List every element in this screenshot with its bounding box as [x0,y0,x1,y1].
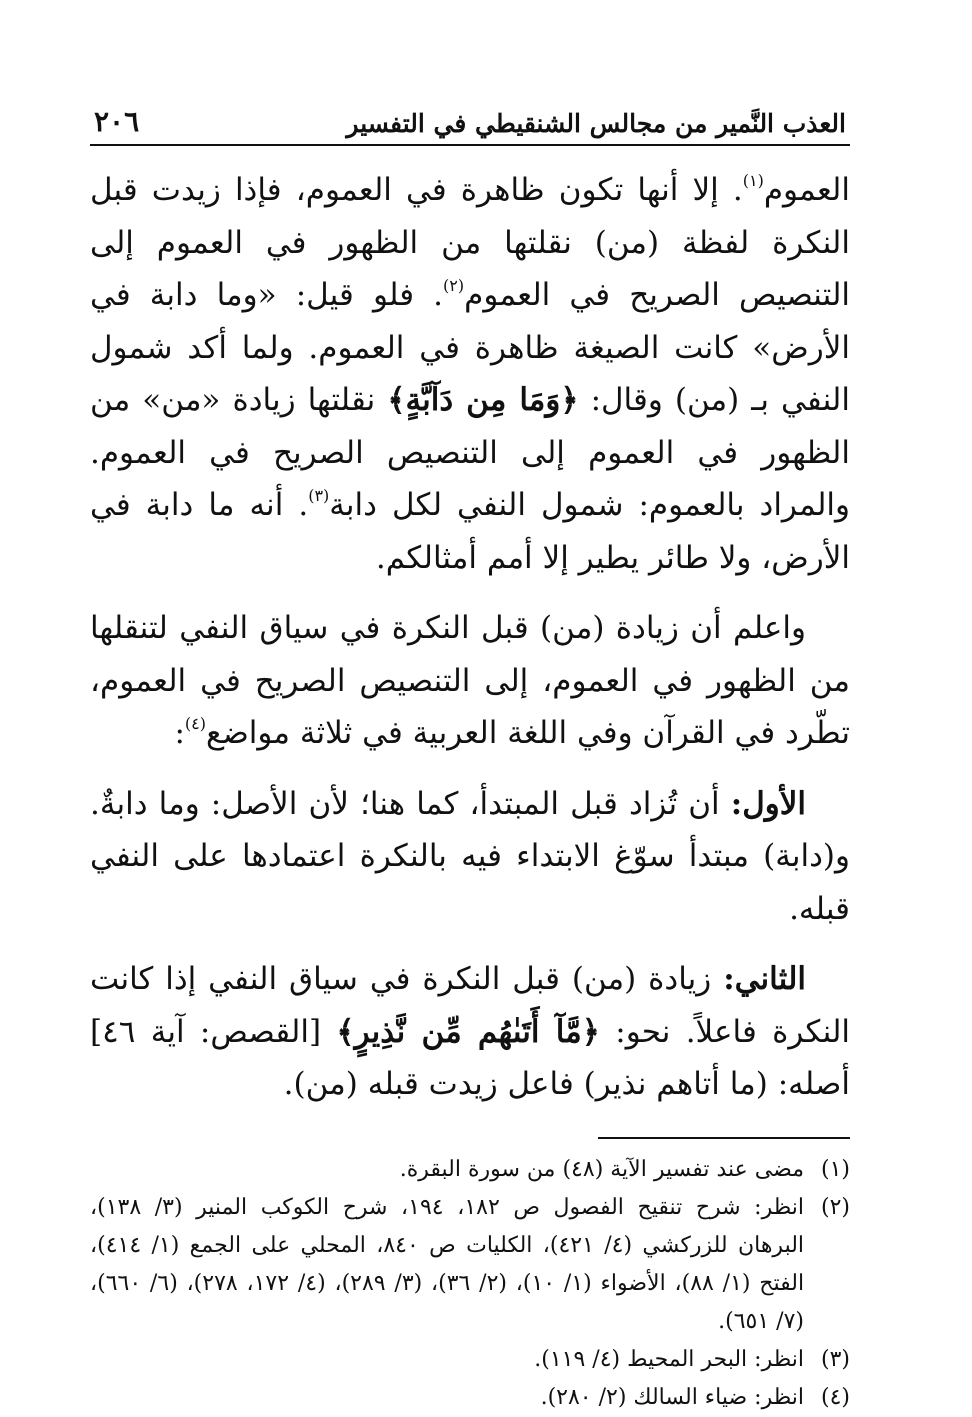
footnote [90,1189,850,1341]
running-head [90,100,850,146]
paragraph-1 [90,164,850,584]
text-run: واعلم أن زيادة (من) قبل النكرة في سياق النفي لتنقلها من الظهور في العموم، إلى التنصيص الصريح في العموم، تطّرد في القرآن وفي اللغة العربية في ثلاثة مواضع [90,610,850,751]
footnote-text: انظر: شرح تنقيح الفصول ص ١٨٢، ١٩٤، شرح الكوكب المنير (٣/ ١٣٨)، البرهان للزركشي (٤/ ٤٢١)، الكليات ص ٨٤٠، المحلي على الجمع (١/ ٤١٤)، الفتح (١/ ٨٨)، الأضواء (١/ ١٠)، (٢/ ٣٦)، (٣/ ٢٨٩)، (٤/ ١٧٢، ٢٧٨)، (٦/ ٦٦٠)، (٧/ ٦٥١). [90,1194,805,1334]
paragraph-4 [90,953,850,1111]
footnote-text: انظر: ضياء السالك (٢/ ٢٨٠). [540,1384,804,1410]
paragraph-3 [90,778,850,936]
text-run: : [174,715,185,751]
text-run: [القصص: آية ٤٦] أصله: (ما أتاهم نذير) فاعل زيدت قبله (من). [90,1013,850,1102]
footnote-ref-3: (٣) [308,486,330,505]
footnote-number: (٤) [820,1384,850,1410]
footnote-text: مضى عند تفسير الآية (٤٨) من سورة البقرة. [399,1156,804,1182]
main-text [90,164,850,1111]
footnote-ref-4: (٤) [184,714,206,733]
point-lead: الثاني: [723,961,807,997]
paragraph-2 [90,602,850,760]
text-run: . أنه ما دابة في الأرض، ولا طائر يطير إلا أمم أمثالكم. [90,487,850,576]
footnote-number: (١) [820,1156,850,1182]
footnote-ref-2: (٢) [443,276,465,295]
footnote [90,1151,850,1189]
footnote [90,1379,850,1417]
page-number: ٢٠٦ [94,105,140,138]
footnote [90,1341,850,1379]
footnotes [90,1151,850,1417]
footnote-text: انظر: البحر المحيط (٤/ ١١٩). [534,1346,804,1372]
text-run: أن تُزاد قبل المبتدأ، كما هنا؛ لأن الأصل: وما دابةٌ. و(دابة) مبتدأ سوّغ الابتداء فيه بالنكرة اعتمادها على النفي قبله. [90,785,850,927]
running-title: العذب النَّمير من مجالس الشنقيطي في التفسير [346,109,846,138]
footnote-ref-1: (١) [742,171,764,190]
text-run: . إلا أنها تكون ظاهرة في العموم، فإذا زيدت قبل النكرة لفظة (من) نقلتها من الظهور في العموم إلى التنصيص الصريح في العموم [90,172,850,313]
quran-quote: ﴿مَّآ أَتَىٰهُم مِّن نَّذِيرٍ﴾ [336,1013,600,1050]
text-run: زيادة (من) قبل النكرة في سياق النفي إذا كانت النكرة فاعلاً. نحو: [90,961,851,1050]
footnote-number: (٢) [820,1194,850,1220]
quran-quote: ﴿وَمَا مِن دَآبَّةٍ﴾ [387,382,579,418]
text-run: . فلو قيل: «وما دابة في الأرض» كانت الصيغة ظاهرة في العموم. ولما أكد شمول النفي بـ (من) وقال: [90,277,850,418]
text-run: العموم [763,172,850,208]
footnote-number: (٣) [820,1346,850,1372]
book-page [90,100,851,1410]
footnote-divider [598,1137,850,1139]
point-lead: الأول: [730,785,806,822]
text-run: نقلتها زيادة «من» من الظهور في العموم إلى التنصيص الصريح في العموم. والمراد بالعموم: شمول النفي لكل دابة [90,382,850,523]
